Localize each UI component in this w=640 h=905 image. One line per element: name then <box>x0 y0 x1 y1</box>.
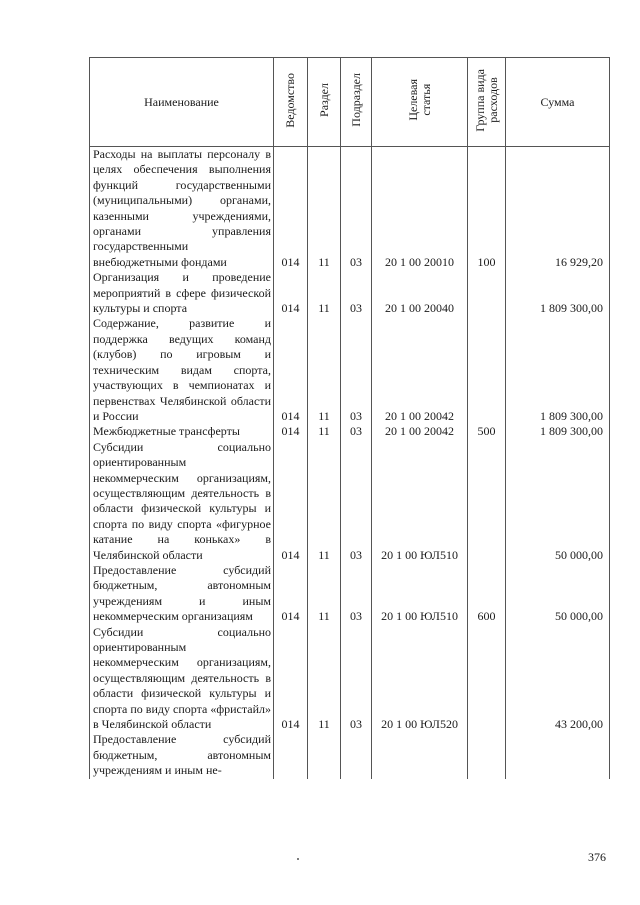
row-podrazdel: 03 <box>341 147 372 271</box>
row-target: 20 1 00 20042 <box>372 424 468 439</box>
row-podrazdel: 03 <box>341 440 372 563</box>
row-group: 500 <box>468 424 506 439</box>
row-ved <box>274 732 308 778</box>
header-name: Наименование <box>90 58 274 147</box>
row-name: Субсидии социально ориентированным некоммерческим организациям, осуществляющим деятельность в области физической культуры и спорта по виду спорта «фристайл» в Челябинской области <box>90 625 274 733</box>
budget-table <box>89 57 610 779</box>
row-target: 20 1 00 ЮЛ510 <box>372 440 468 563</box>
row-razdel <box>308 732 341 778</box>
row-name: Содержание, развитие и поддержка ведущих команд (клубов) по игровым и техническим видам спорта, участвующих в чемпионатах и первенствах Челябинской области и России <box>90 316 274 424</box>
row-razdel: 11 <box>308 563 341 625</box>
page-number: 376 <box>588 850 606 864</box>
row-ved: 014 <box>274 563 308 625</box>
row-target: 20 1 00 20040 <box>372 270 468 316</box>
row-name: Расходы на выплаты персоналу в целях обеспечения выполнения функций государственными (муниципальными) органами, казенными учреждениями, органами управления государственными внебюджетными фондами <box>90 147 274 271</box>
row-name: Субсидии социально ориентированным некоммерческим организациям, осуществляющим деятельность в области физической культуры и спорта по виду спорта «фигурное катание на коньках» в Челябинской области <box>90 440 274 563</box>
row-name: Организация и проведение мероприятий в сфере физической культуры и спорта <box>90 270 274 316</box>
table-row <box>90 316 610 424</box>
header-vedomstvo: Ведомство <box>274 58 308 147</box>
row-sum: 1 809 300,00 <box>506 424 610 439</box>
row-podrazdel: 03 <box>341 563 372 625</box>
row-razdel: 11 <box>308 270 341 316</box>
row-group <box>468 625 506 733</box>
row-razdel: 11 <box>308 147 341 271</box>
table-header <box>90 58 610 147</box>
header-group: Группа вида расходов <box>468 58 506 147</box>
row-group <box>468 270 506 316</box>
row-sum: 16 929,20 <box>506 147 610 271</box>
table-row <box>90 732 610 778</box>
row-sum: 1 809 300,00 <box>506 316 610 424</box>
row-group <box>468 732 506 778</box>
row-podrazdel: 03 <box>341 625 372 733</box>
row-name: Межбюджетные трансферты <box>90 424 274 439</box>
row-razdel: 11 <box>308 625 341 733</box>
row-target: 20 1 00 20010 <box>372 147 468 271</box>
row-target: 20 1 00 ЮЛ510 <box>372 563 468 625</box>
row-sum: 1 809 300,00 <box>506 270 610 316</box>
row-name: Предоставление субсидий бюджетным, автономным учреждениям и иным некоммерческим организациям <box>90 563 274 625</box>
row-group: 100 <box>468 147 506 271</box>
table-row <box>90 563 610 625</box>
row-ved: 014 <box>274 625 308 733</box>
row-sum: 50 000,00 <box>506 563 610 625</box>
table-row <box>90 424 610 439</box>
row-sum: 43 200,00 <box>506 625 610 733</box>
header-sum: Сумма <box>506 58 610 147</box>
row-podrazdel: 03 <box>341 424 372 439</box>
row-sum: 50 000,00 <box>506 440 610 563</box>
table-row <box>90 270 610 316</box>
table-row <box>90 147 610 271</box>
row-sum <box>506 732 610 778</box>
row-group <box>468 440 506 563</box>
row-podrazdel: 03 <box>341 316 372 424</box>
row-group: 600 <box>468 563 506 625</box>
table-row <box>90 625 610 733</box>
table-row <box>90 440 610 563</box>
row-razdel: 11 <box>308 424 341 439</box>
row-ved: 014 <box>274 316 308 424</box>
row-podrazdel: 03 <box>341 270 372 316</box>
row-razdel: 11 <box>308 440 341 563</box>
header-podrazdel: Подраздел <box>341 58 372 147</box>
header-target: Целевая статья <box>372 58 468 147</box>
row-ved: 014 <box>274 270 308 316</box>
row-ved: 014 <box>274 147 308 271</box>
row-name: Предоставление субсидий бюджетным, автономным учреждениям и иным не- <box>90 732 274 778</box>
row-target: 20 1 00 ЮЛ520 <box>372 625 468 733</box>
row-ved: 014 <box>274 440 308 563</box>
row-ved: 014 <box>274 424 308 439</box>
header-razdel: Раздел <box>308 58 341 147</box>
row-target: 20 1 00 20042 <box>372 316 468 424</box>
row-podrazdel <box>341 732 372 778</box>
table-body <box>90 147 610 779</box>
row-target <box>372 732 468 778</box>
scan-dot <box>297 858 299 860</box>
row-razdel: 11 <box>308 316 341 424</box>
row-group <box>468 316 506 424</box>
